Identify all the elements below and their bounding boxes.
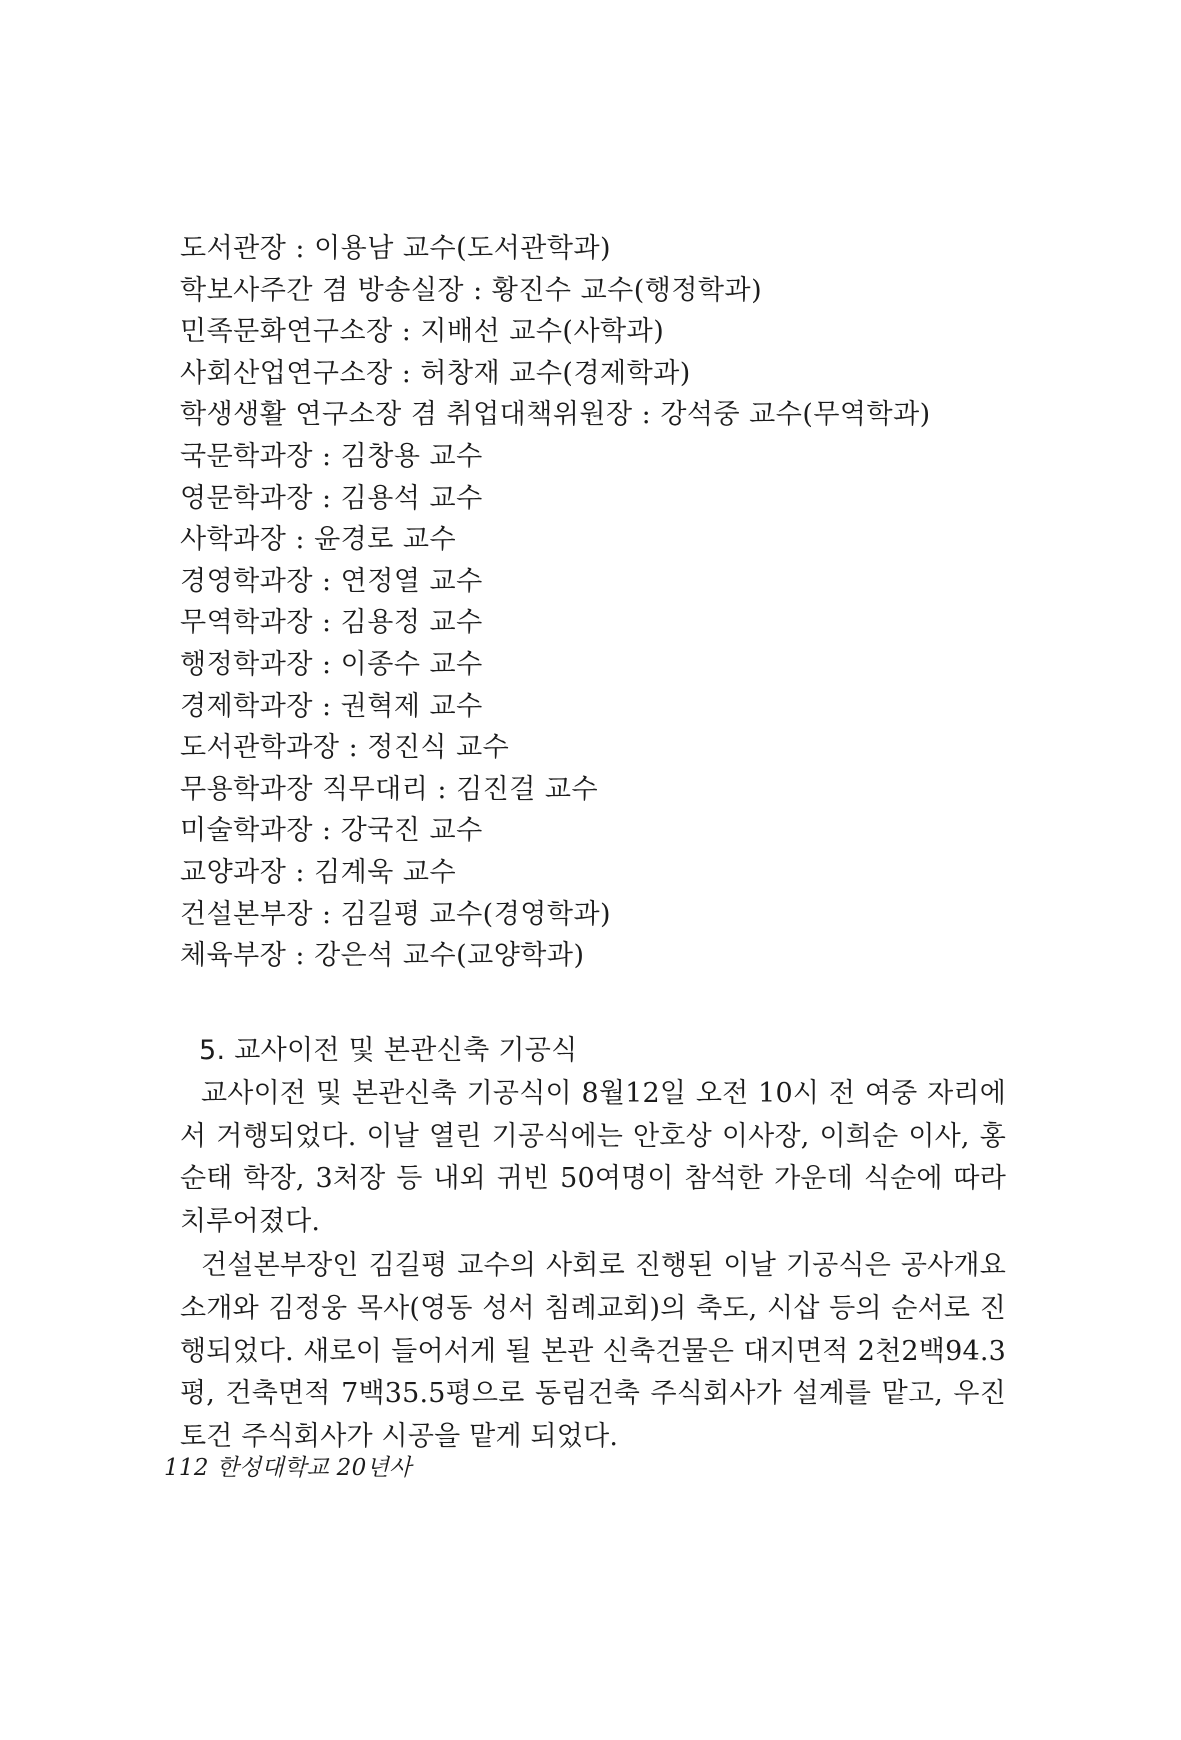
body-paragraph: 교사이전 및 본관신축 기공식이 8월12일 오전 10시 전 여중 자리에서 거행되었다. 이날 열린 기공식에는 안호상 이사장, 이희순 이사, 홍순태 학장, 3처장 등 내외 귀빈 50여명이 참석한 가운데 식순에 따라 치루어졌다. [180, 1078, 1006, 1237]
ground-breaking-section [180, 1029, 1006, 1458]
staff-line: 사학과장 : 윤경로 교수 [180, 524, 457, 556]
staff-line: 무역학과장 : 김용정 교수 [180, 607, 483, 639]
staff-line: 무용학과장 직무대리 : 김진걸 교수 [180, 773, 599, 805]
staff-line: 학생생활 연구소장 겸 취업대책위원장 : 강석중 교수(무역학과) [180, 399, 931, 431]
staff-appointment-list [180, 228, 1060, 977]
staff-line: 행정학과장 : 이종수 교수 [180, 648, 483, 680]
book-title: 한성대학교 20년사 [216, 1455, 412, 1481]
staff-line: 건설본부장 : 김길평 교수(경영학과) [180, 898, 612, 930]
page-footer [164, 1453, 412, 1483]
staff-line: 민족문화연구소장 : 지배선 교수(사학과) [180, 316, 665, 348]
staff-line: 사회산업연구소장 : 허창재 교수(경제학과) [180, 357, 691, 389]
staff-line: 체육부장 : 강은석 교수(교양학과) [180, 940, 585, 972]
section-heading: 5. 교사이전 및 본관신축 기공식 [199, 1035, 578, 1066]
staff-line: 미술학과장 : 강국진 교수 [180, 815, 483, 847]
staff-line: 도서관학과장 : 정진식 교수 [180, 732, 510, 764]
staff-line: 경영학과장 : 연정열 교수 [180, 565, 483, 597]
body-paragraph: 건설본부장인 김길평 교수의 사회로 진행된 이날 기공식은 공사개요 소개와 김정웅 목사(영동 성서 침례교회)의 축도, 시삽 등의 순서로 진행되었다. 새로이 들어서게 될 본관 신축건물은 대지면적 2천2백94.3평, 건축면적 7백35.5평으로 동림건축 주식회사가 설계를 맡고, 우진토건 주식회사가 시공을 맡게 되었다. [180, 1250, 1006, 1452]
page-number: 112 [164, 1455, 209, 1481]
staff-line: 경제학과장 : 권혁제 교수 [180, 690, 483, 722]
staff-line: 교양과장 : 김계욱 교수 [180, 856, 457, 888]
staff-line: 영문학과장 : 김용석 교수 [180, 482, 483, 514]
staff-line: 국문학과장 : 김창용 교수 [180, 440, 483, 472]
staff-line: 학보사주간 겸 방송실장 : 황진수 교수(행정학과) [180, 274, 763, 306]
staff-line: 도서관장 : 이용남 교수(도서관학과) [180, 233, 612, 264]
